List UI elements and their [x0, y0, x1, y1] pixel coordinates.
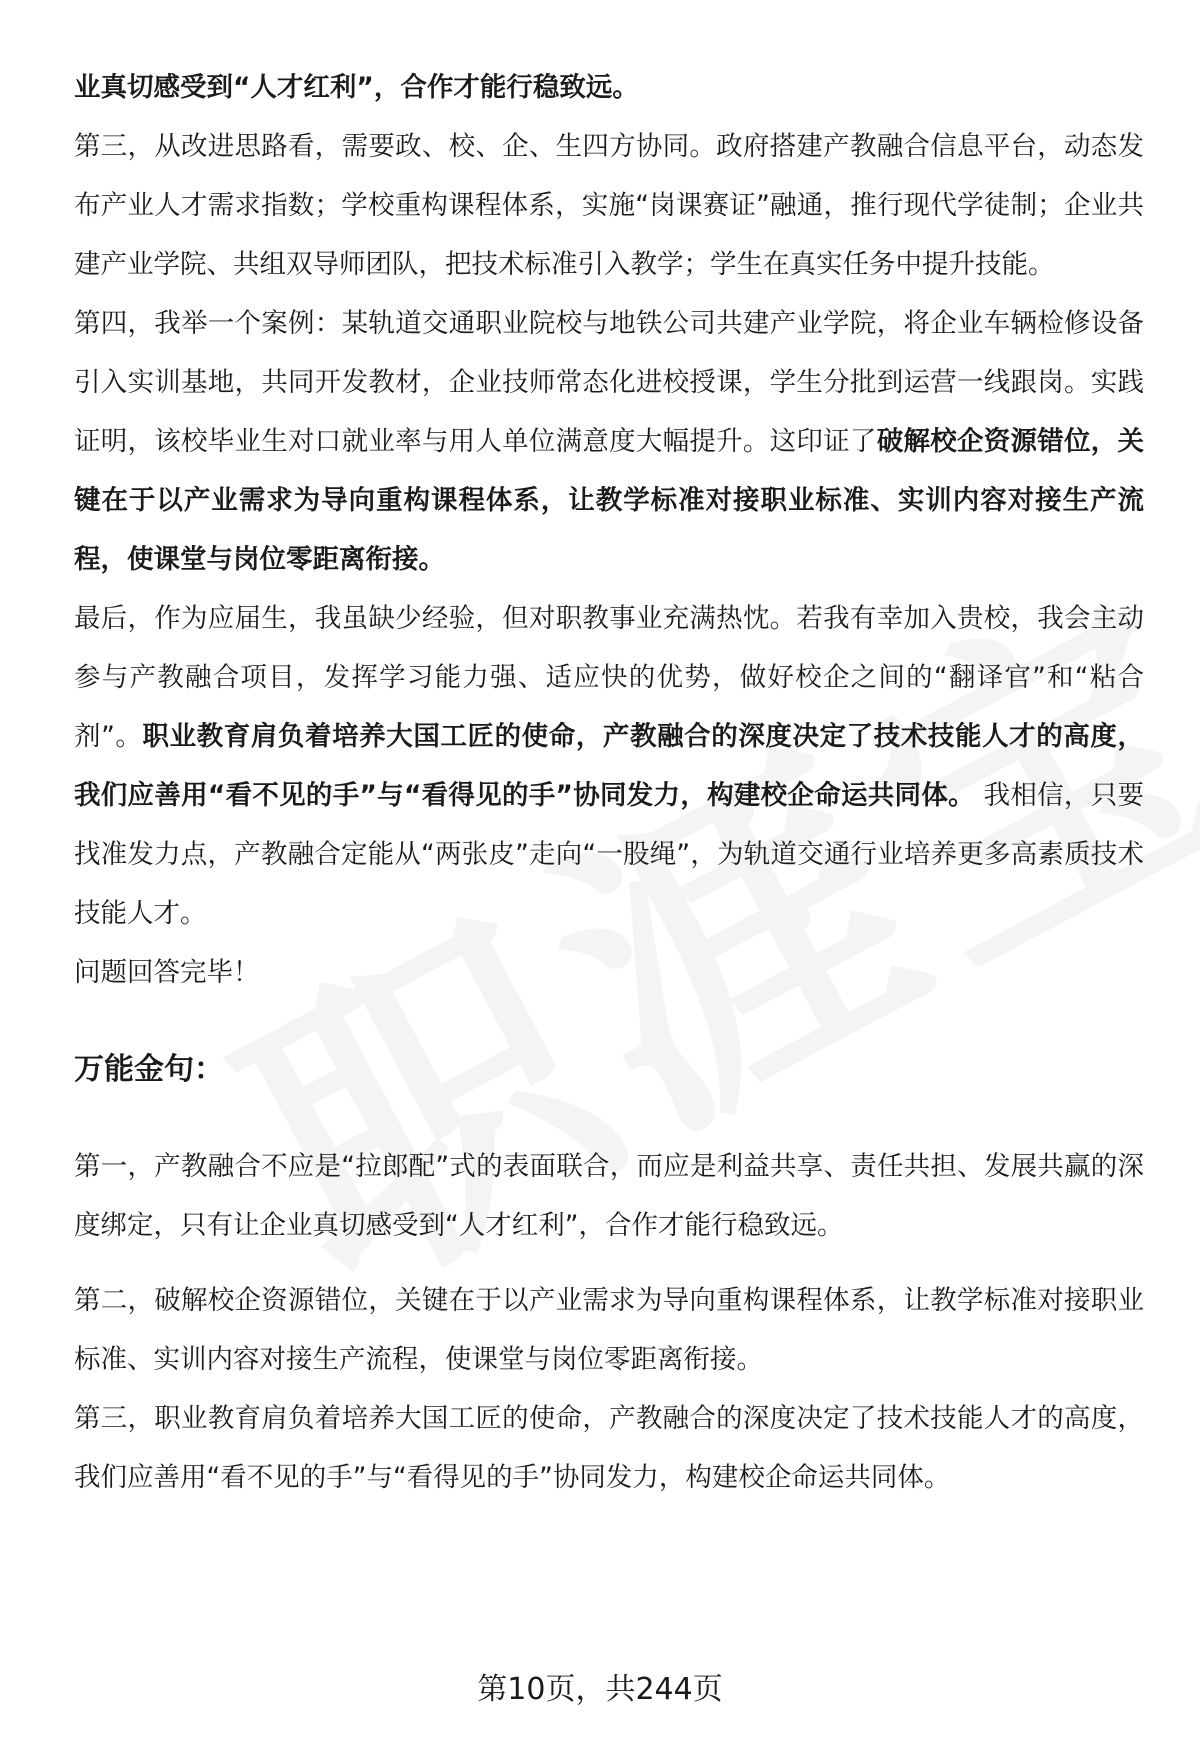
bold-text: 破解校企资源错位，关键在于以产业需求为导向重构课程体系，让教学标准对接职业标准、实训内容对接生产流程，使课堂与岗位零距离衔接。 — [74, 426, 1145, 575]
bold-text: 职业教育肩负着培养大国工匠的使命，产教融合的深度决定了技术技能人才的高度，我们应善用“看不见的手”与“看得见的手”协同发力，构建校企命运共同体。 — [74, 721, 1144, 811]
section-heading: 万能金句： — [74, 1052, 224, 1087]
answer-paragraph-4 — [74, 589, 1144, 943]
plain-text: 最后，作为应届生，我虽缺少经验，但对职教事业充满热忱。若我有幸加入贵校，我会主动参与产教融合项目，发挥学习能力强、适应快的优势，做好校企之间的“翻译官”和“粘合剂”。 — [74, 603, 1144, 752]
answer-paragraph-3 — [74, 294, 1144, 589]
bold-text: 业真切感受到“人才红利”，合作才能行稳致远。 — [74, 72, 639, 103]
answer-paragraph-1 — [74, 58, 1144, 117]
answer-paragraph-2: 第三，从改进思路看，需要政、校、企、生四方协同。政府搭建产教融合信息平台，动态发布产业人才需求指数；学校重构课程体系，实施“岗课赛证”融通，推行现代学徒制；企业共建产业学院、共组双导师团队，把技术标准引入教学；学生在真实任务中提升技能。 — [74, 131, 1144, 280]
golden-sentence-3: 第三，职业教育肩负着培养大国工匠的使命，产教融合的深度决定了技术技能人才的高度，我们应善用“看不见的手”与“看得见的手”协同发力，构建校企命运共同体。 — [74, 1403, 1144, 1493]
closing-line: 问题回答完毕！ — [74, 957, 260, 988]
golden-sentence-1: 第一，产教融合不应是“拉郎配”式的表面联合，而应是利益共享、责任共担、发展共赢的深度绑定，只有让企业真切感受到“人才红利”，合作才能行稳致远。 — [74, 1151, 1144, 1241]
plain-text: 我相信，只要找准发力点，产教融合定能从“两张皮”走向“一股绳”，为轨道交通行业培养更多高素质技术技能人才。 — [74, 780, 1144, 929]
document-body — [74, 58, 1144, 1507]
golden-sentence-2: 第二，破解校企资源错位，关键在于以产业需求为导向重构课程体系，让教学标准对接职业标准、实训内容对接生产流程，使课堂与岗位零距离衔接。 — [74, 1285, 1144, 1375]
page-number: 第10页，共244页 — [477, 1672, 723, 1707]
plain-text: 第四，我举一个案例：某轨道交通职业院校与地铁公司共建产业学院，将企业车辆检修设备引入实训基地，共同开发教材，企业技师常态化进校授课，学生分批到运营一线跟岗。实践证明，该校毕业生对口就业率与用人单位满意度大幅提升。这印证了 — [74, 308, 1144, 457]
